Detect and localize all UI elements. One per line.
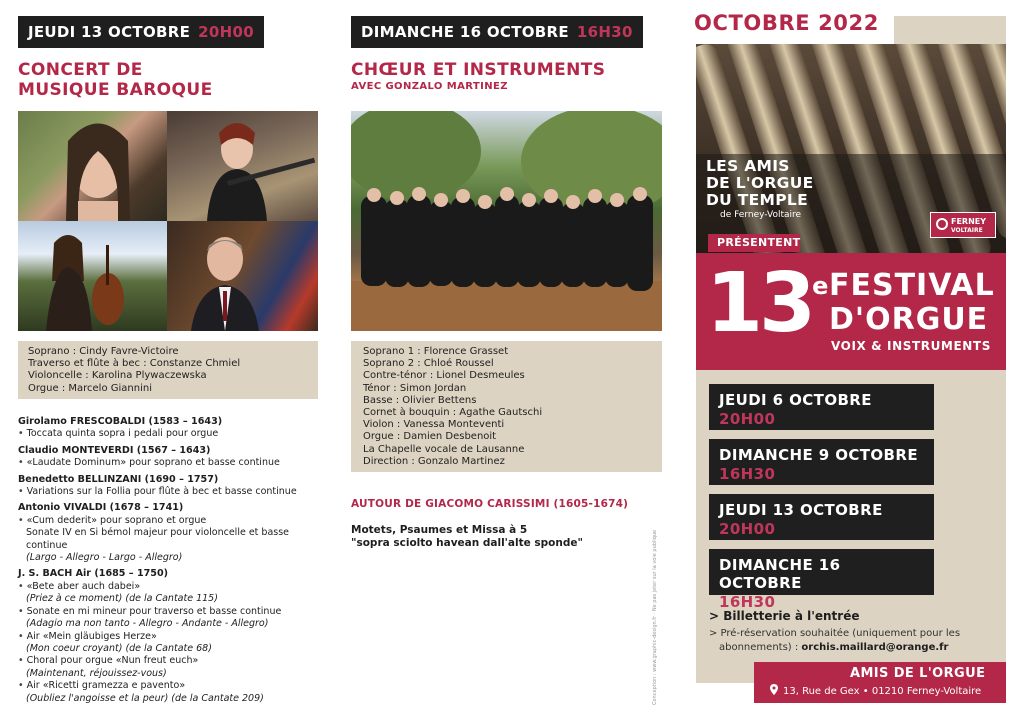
work-title: • Air «Mein gläubiges Herze» xyxy=(18,631,318,643)
soprano-photo xyxy=(18,111,167,221)
concert-title xyxy=(18,60,213,100)
ferney-logo-icon xyxy=(936,218,948,230)
cast-line: La Chapelle vocale de Lausanne xyxy=(363,443,525,455)
edition-suffix: e xyxy=(812,272,829,300)
cast-line: Cornet à bouquin : Agathe Gautschi xyxy=(363,407,543,419)
festival-date-1 xyxy=(709,384,934,430)
festival-subtitle: VOIX & INSTRUMENTS xyxy=(831,339,991,353)
choir-composer-line: AUTOUR DE GIACOMO CARISSIMI (1605-1674) xyxy=(351,498,629,510)
festival-date-3 xyxy=(709,494,934,540)
date-day: DIMANCHE 16 OCTOBRE xyxy=(719,556,841,592)
edition-number-value: 13 xyxy=(706,256,813,351)
choir-group-figures xyxy=(351,111,662,331)
composer-name: Benedetto BELLINZANI (1690 – 1757) xyxy=(18,473,219,485)
choir-date-header xyxy=(351,16,643,48)
footer-title: AMIS DE L'ORGUE xyxy=(850,666,986,681)
composer-name: Antonio VIVALDI (1678 – 1741) xyxy=(18,502,184,514)
org-line: LES AMIS xyxy=(706,157,790,175)
header-day: JEUDI 13 OCTOBRE xyxy=(28,23,191,41)
work-title: • Sonate en mi mineur pour traverso et basse continue xyxy=(18,606,318,618)
ferney-logo-text: VOLTAIRE xyxy=(951,227,983,234)
work-title: • Variations sur la Follia pour flûte à bec et basse continue xyxy=(18,486,318,498)
concert-cast-box xyxy=(18,341,318,399)
ferney-logo-text: FERNEY xyxy=(951,217,987,226)
work-title: Sonate IV en Si bémol majeur pour violoncelle et basse continue xyxy=(26,527,290,551)
prebooking-line2: abonnements) : xyxy=(719,642,802,653)
work-title: • «Cum dederit» pour soprano et orgue xyxy=(18,515,318,527)
prebooking-line1: > Pré-réservation souhaitée (uniquement pour les xyxy=(709,628,961,639)
cast-line: Basse : Olivier Bettens xyxy=(363,394,477,406)
cast-line: Direction : Gonzalo Martinez xyxy=(363,455,505,467)
organist-portrait-figure xyxy=(167,221,318,331)
work-title: • Air «Ricetti gramezza e pavento» xyxy=(18,680,318,692)
edition-number xyxy=(706,256,828,352)
cast-line: Orgue : Damien Desbenoit xyxy=(363,431,497,443)
concert-title-line2: MUSIQUE BAROQUE xyxy=(18,80,213,100)
flutist-portrait-figure xyxy=(167,111,318,221)
concert-date-header xyxy=(18,16,264,48)
work-movements: (Largo - Allegro - Largo - Allegro) xyxy=(26,552,183,564)
date-day: JEUDI 13 OCTOBRE xyxy=(719,501,883,519)
date-day: DIMANCHE 9 OCTOBRE xyxy=(719,446,918,464)
header-day: DIMANCHE 16 OCTOBRE xyxy=(361,23,569,41)
header-time: 20H00 xyxy=(198,23,254,41)
work-translation: (Priez à ce moment) (de la Cantate 115) xyxy=(26,593,218,605)
work-translation: (Oubliez l'angoisse et la peur) (de la Cantate 209) xyxy=(26,692,264,704)
date-day: JEUDI 6 OCTOBRE xyxy=(719,391,872,409)
flutist-photo xyxy=(167,111,318,221)
cast-line: Soprano 2 : Chloé Roussel xyxy=(363,358,494,370)
ferney-voltaire-logo xyxy=(930,212,996,238)
choir-works-line2: "sopra sciolto havean dall'alte sponde" xyxy=(351,537,583,549)
work-translation: (Mon coeur croyant) (de la Cantate 68) xyxy=(26,642,212,654)
footer-address-row xyxy=(770,684,981,697)
festival-date-4 xyxy=(709,549,934,611)
cellist-portrait-figure xyxy=(18,221,167,331)
cast-line: Violoncelle : Karolina Plywaczewska xyxy=(28,370,207,382)
work-movements: (Adagio ma non tanto - Allegro - Andante - Allegro) xyxy=(26,618,269,630)
choir-subtitle: AVEC GONZALO MARTINEZ xyxy=(351,81,508,92)
header-time: 16H30 xyxy=(576,23,633,41)
prebooking-email[interactable]: orchis.maillard@orange.fr xyxy=(801,642,949,653)
presentent-text: PRÉSENTENT xyxy=(717,236,801,249)
choir-group-photo xyxy=(351,111,662,331)
work-title: • Choral pour orgue «Nun freut euch» xyxy=(18,655,318,667)
cast-line: Traverso et flûte à bec : Constanze Chmiel xyxy=(28,358,241,370)
choir-cast-box xyxy=(351,341,662,472)
cellist-photo xyxy=(18,221,167,331)
composer-name: Girolamo FRESCOBALDI (1583 – 1643) xyxy=(18,416,223,427)
festival-title xyxy=(829,269,995,337)
cast-line: Soprano : Cindy Favre-Victoire xyxy=(28,346,179,357)
vertical-credit: Conception : www.graphic-design.fr · Ne pas jeter sur la voie publique xyxy=(652,529,658,705)
soprano-portrait-figure xyxy=(18,111,167,221)
month-text: OCTOBRE 2022 xyxy=(694,11,879,35)
festival-title-line1: FESTIVAL xyxy=(829,268,995,303)
concert-program xyxy=(18,416,318,705)
composer-name: Claudio MONTEVERDI (1567 – 1643) xyxy=(18,444,211,456)
cast-line: Orgue : Marcelo Giannini xyxy=(28,382,152,394)
work-title: • «Laudate Dominum» pour soprano et basse continue xyxy=(18,457,318,469)
date-time: 20H00 xyxy=(719,410,776,428)
composer-name: J. S. BACH Air (1685 – 1750) xyxy=(18,568,169,580)
work-title: • Toccata quinta sopra i pedali pour orgue xyxy=(18,428,318,440)
org-line: DE L'ORGUE xyxy=(706,174,814,192)
festival-date-2 xyxy=(709,439,934,485)
festival-title-line2: D'ORGUE xyxy=(829,302,989,337)
cast-line: Violon : Vanessa Monteventi xyxy=(363,419,505,431)
org-line: DU TEMPLE xyxy=(706,191,808,209)
cast-line: Soprano 1 : Florence Grasset xyxy=(363,346,509,357)
choir-title: CHŒUR ET INSTRUMENTS xyxy=(351,60,606,80)
footer-address: 13, Rue de Gex • 01210 Ferney-Voltaire xyxy=(783,686,982,697)
location-pin-icon xyxy=(770,684,778,694)
date-time: 20H00 xyxy=(719,520,776,538)
work-title: • «Bete aber auch dabei» xyxy=(18,581,318,593)
date-time: 16H30 xyxy=(719,593,776,611)
prebooking-info xyxy=(709,627,999,655)
work-translation: (Maintenant, réjouissez-vous) xyxy=(26,667,167,679)
cast-line: Ténor : Simon Jordan xyxy=(363,382,467,394)
concert-title-line1: CONCERT DE xyxy=(18,60,143,80)
organist-photo xyxy=(167,221,318,331)
choir-works-line1: Motets, Psaumes et Missa à 5 xyxy=(351,524,528,536)
date-time: 16H30 xyxy=(719,465,776,483)
ticket-info: > Billetterie à l'entrée xyxy=(709,609,860,623)
organization-name xyxy=(706,158,813,209)
cast-line: Contre-ténor : Lionel Desmeules xyxy=(363,370,525,382)
org-location: de Ferney-Voltaire xyxy=(720,210,802,220)
